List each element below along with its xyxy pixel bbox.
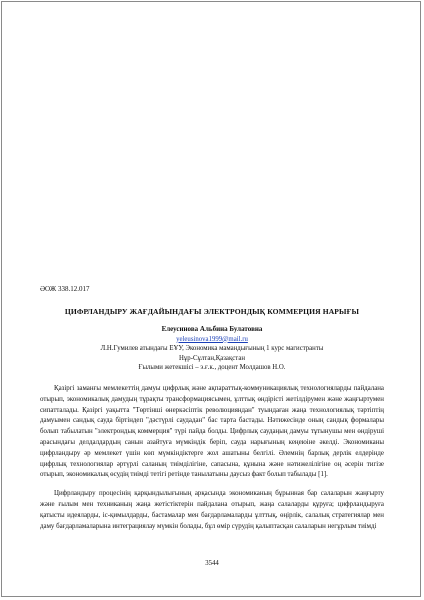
body-paragraph-1: Қазіргі заманғы мемлекеттің дамуы цифрлық және ақпараттық-коммуникациялық технологияларды пайдалана отырып, экономикалық дамудың тұрақты трансформациясымен, ұлттық өндірісті жетілдірумен және жаңғыртумен сипатталады. Қазіргі уақытта "Төртінші өнеркәсіптік революцияндан" туындаған жаңа технологиялық тәртіптің дамуымен сандық сауда біртіндеп "дәстүрлі саудадан" бас тарта бастады. Нәтижесінде оның сандық формалары болып табылатын "электрондық коммерция" түрі пайда болды. Цифрлық саудаңың дамуы тұтынушы мен өндіруші арасындағы делдалдардың санын азайтуға мүмкіндік беріп, сауда нарығының кеңеюіне әкелді. Экономиканы цифрландыру әр мемлекет үшін көп мүмкіндіктерге жол ашатыны белгілі. Әлемнің барлық дерлік елдерінде цифрлық технологиялар әртүрлі саланың тиімділігіне, сапасына, құнына және нәтижелілігіне оң әсерін тигізе отырып, экономикалық өсудің тиімді тетігі ретінде танылатыны даусыз факт болып табылады [1].	[40, 385, 384, 479]
author-name: Елеусинова Альбина Булатовна	[161, 325, 263, 333]
page-number: 3544	[205, 560, 219, 567]
article-title: ЦИФРЛАНДЫРУ ЖАҒДАЙЫНДАҒЫ ЭЛЕКТРОНДЫҚ КОММЕРЦИЯ НАРЫҒЫ	[64, 307, 360, 316]
article-body	[40, 384, 384, 540]
author-email-link[interactable]: yeleusinova1999@mail.ru	[176, 335, 248, 343]
body-paragraph-2: Цифрландыру процесінің қарқындылығының арқасында экономиканың бұрынная бар салаларын жаңғырту және ғылым мен техниканың жаңа жетістіктерін пайдалана отырып, жаңа салаларды құруға; цифрландыруға қатысты идеяларды, іс-қимылдарды, бастамалар мен бағдарламаларды ұлттық, өңірлік, салалық стратегиялар мен даму бағдарламаларына интеграциялау мүмкін болады, бұл өмір сүрудің қалыптасқан салаларын негұрлым тиімді	[40, 490, 384, 530]
supervisor-line: Ғылыми жетекшісі – э.ғ.к., доцент Молдашов Н.О.	[138, 364, 286, 371]
document-page	[40, 0, 384, 600]
author-city: Нұр-Сұлтан,Қазақстан	[179, 354, 245, 362]
author-affiliation: Л.Н.Гумилев атындағы ЕҰУ, Экономика мамандығының 1 курс магистранты	[100, 345, 324, 352]
author-block	[40, 325, 384, 373]
udc-code: ӘОЖ 338.12.017	[40, 285, 90, 293]
